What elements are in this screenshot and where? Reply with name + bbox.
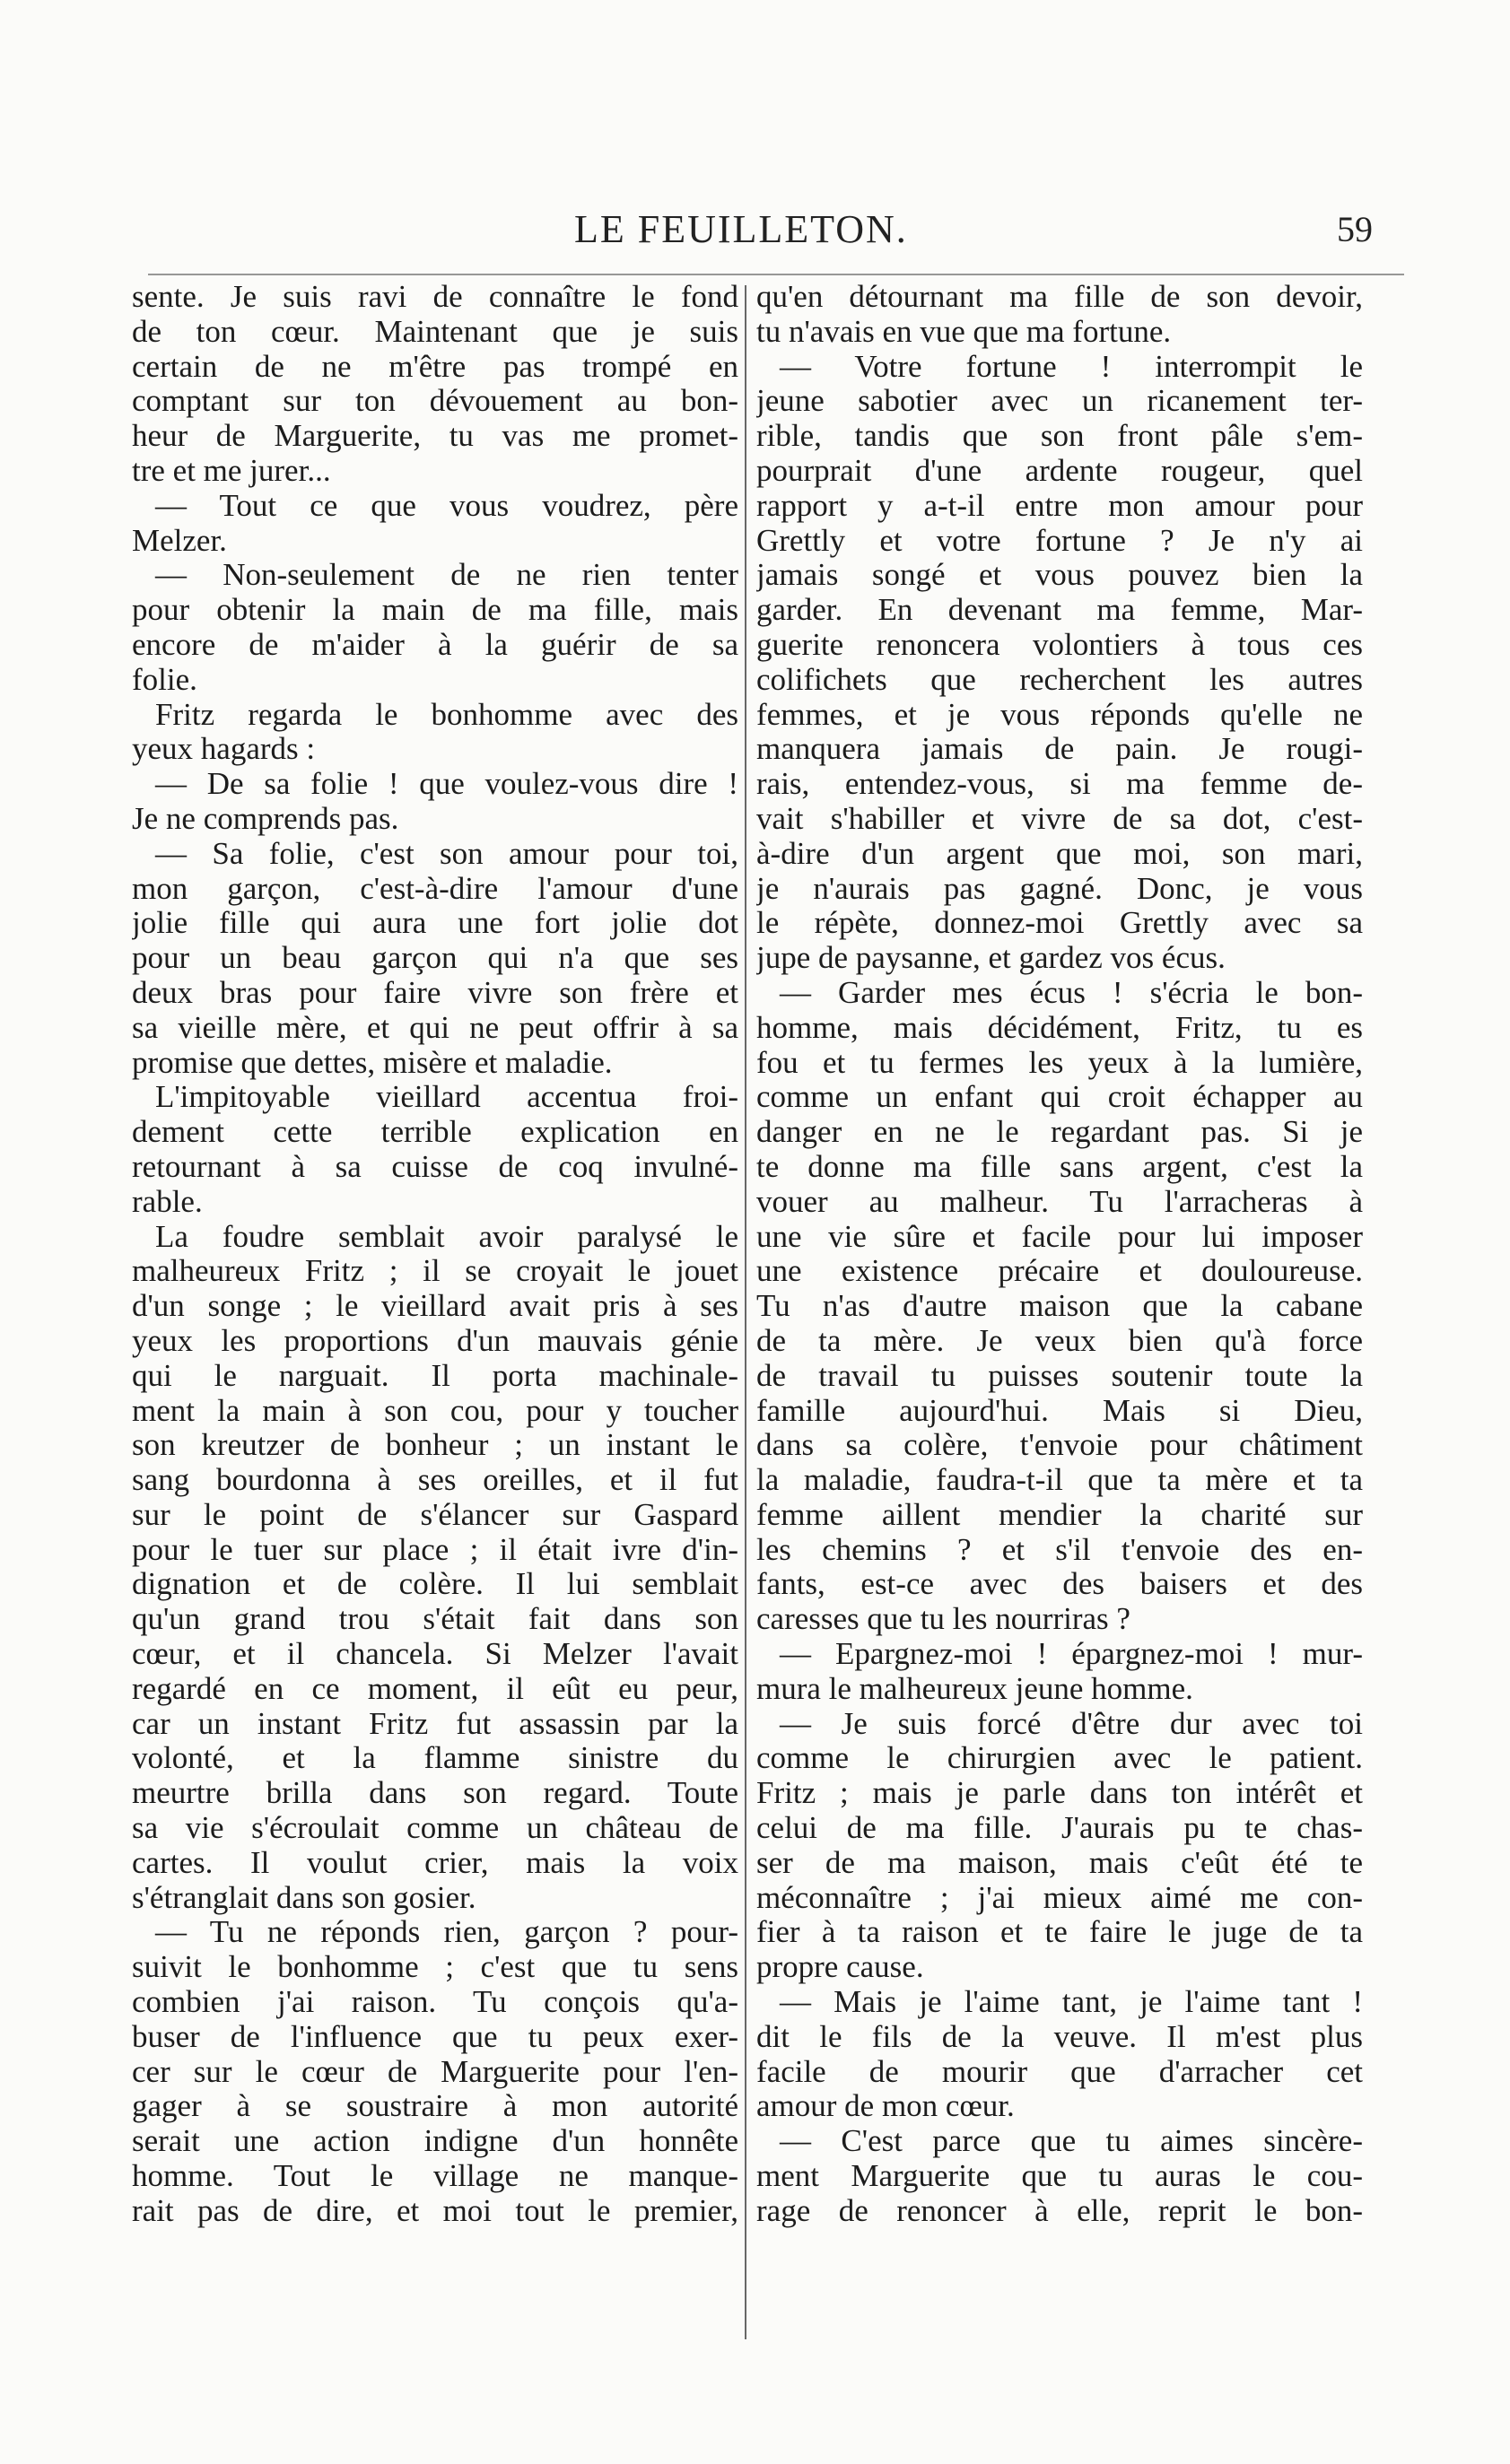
text-line: une vie sûre et facile pour lui imposer — [756, 1219, 1363, 1254]
text-line: malheureux Fritz ; il se croyait le jouet — [132, 1254, 738, 1289]
text-line: qui le narguait. Il porta machinale- — [132, 1358, 738, 1393]
text-line: pour le tuer sur place ; il était ivre d'in- — [132, 1532, 738, 1567]
text-line: manquera jamais de pain. Je rougi- — [756, 732, 1363, 767]
text-line: garder. En devenant ma femme, Mar- — [756, 593, 1363, 628]
text-line: dit le fils de la veuve. Il m'est plus — [756, 2019, 1363, 2054]
text-line: s'étranglait dans son gosier. — [132, 1880, 476, 1915]
text-line: mon garçon, c'est-à-dire l'amour d'une — [132, 871, 738, 906]
text-line: amour de mon cœur. — [756, 2089, 1015, 2124]
text-line: heur de Marguerite, tu vas me promet- — [132, 419, 738, 454]
text-line: rable. — [132, 1184, 203, 1219]
text-line: colifichets que recherchent les autres — [756, 662, 1363, 697]
text-line: pour un beau garçon qui n'a que ses — [132, 941, 738, 976]
text-line: facile de mourir que d'arracher cet — [756, 2054, 1363, 2089]
text-line: je n'aurais pas gagné. Donc, je vous — [756, 871, 1363, 906]
text-line: — Epargnez-moi ! épargnez-moi ! mur- — [780, 1637, 1363, 1672]
text-line: combien j'ai raison. Tu conçois qu'a- — [132, 1985, 738, 2020]
text-line: Je ne comprends pas. — [132, 801, 399, 836]
text-line: — Tout ce que vous voudrez, père — [155, 488, 738, 523]
text-line: encore de m'aider à la guérir de sa — [132, 627, 738, 662]
text-line: famille aujourd'hui. Mais si Dieu, — [756, 1393, 1363, 1428]
text-line: de travail tu puisses soutenir toute la — [756, 1358, 1363, 1393]
text-line: L'impitoyable vieillard accentua froi- — [155, 1080, 738, 1115]
text-line: qu'un grand trou s'était fait dans son — [132, 1602, 738, 1637]
text-line: Fritz regarda le bonhomme avec des — [155, 697, 738, 732]
text-line: méconnaître ; j'ai mieux aimé me con- — [756, 1880, 1363, 1915]
text-line: — Mais je l'aime tant, je l'aime tant ! — [780, 1985, 1363, 2020]
text-line: homme, mais décidément, Fritz, tu es — [756, 1010, 1363, 1045]
text-line: rait pas de dire, et moi tout le premier, — [132, 2193, 738, 2228]
text-line: deux bras pour faire vivre son frère et — [132, 975, 738, 1010]
text-line: la maladie, faudra-t-il que ta mère et ta — [756, 1463, 1363, 1498]
text-line: caresses que tu les nourriras ? — [756, 1602, 1130, 1637]
text-line: jamais songé et vous pouvez bien la — [756, 558, 1363, 593]
text-line: car un instant Fritz fut assassin par la — [132, 1706, 738, 1741]
text-line: sente. Je suis ravi de connaître le fond — [132, 280, 738, 314]
text-line: retournant à sa cuisse de coq invulné- — [132, 1149, 738, 1184]
text-line: — Tu ne réponds rien, garçon ? pour- — [155, 1915, 738, 1950]
text-line: yeux hagards : — [132, 732, 316, 767]
text-line: tu n'avais en vue que ma fortune. — [756, 314, 1172, 349]
text-line: serait une action indigne d'un honnête — [132, 2124, 738, 2159]
text-line: — Je suis forcé d'être dur avec toi — [780, 1706, 1363, 1741]
text-line: femmes, et je vous réponds qu'elle ne — [756, 697, 1363, 732]
text-line: comptant sur ton dévouement au bon- — [132, 384, 738, 419]
text-column-left — [132, 280, 738, 2379]
text-line: Grettly et votre fortune ? Je n'y ai — [756, 523, 1363, 558]
text-line: rais, entendez-vous, si ma femme de- — [756, 767, 1363, 802]
text-line: rible, tandis que son front pâle s'em- — [756, 419, 1363, 454]
text-line: comme un enfant qui croit échapper au — [756, 1080, 1363, 1115]
text-line: dignation et de colère. Il lui semblait — [132, 1567, 738, 1602]
text-line: — Non-seulement de ne rien tenter — [155, 558, 738, 593]
text-line: fou et tu fermes les yeux à la lumière, — [756, 1045, 1363, 1080]
text-line: comme le chirurgien avec le patient. — [756, 1741, 1363, 1776]
text-line: ment Marguerite que tu auras le cou- — [756, 2159, 1363, 2194]
text-line: cartes. Il voulut crier, mais la voix — [132, 1845, 738, 1880]
text-line: jolie fille qui aura une fort jolie dot — [132, 906, 738, 941]
text-line: femme aillent mendier la charité sur — [756, 1497, 1363, 1532]
page-header — [0, 206, 1510, 269]
text-line: certain de ne m'être pas trompé en — [132, 349, 738, 384]
text-line: Fritz ; mais je parle dans ton intérêt et — [756, 1776, 1363, 1811]
text-line: Tu n'as d'autre maison que la cabane — [756, 1289, 1363, 1324]
text-line: pour obtenir la main de ma fille, mais — [132, 593, 738, 628]
text-line: ment la main à son cou, pour y toucher — [132, 1393, 738, 1428]
header-rule — [148, 274, 1404, 275]
text-line: mura le malheureux jeune homme. — [756, 1671, 1193, 1706]
text-line: guerite renoncera volontiers à tous ces — [756, 627, 1363, 662]
text-line: — Votre fortune ! interrompit le — [780, 349, 1363, 384]
text-line: jeune sabotier avec un ricanement ter- — [756, 384, 1363, 419]
text-line: te donne ma fille sans argent, c'est la — [756, 1149, 1363, 1184]
text-line: homme. Tout le village ne manque- — [132, 2159, 738, 2194]
text-line: buser de l'influence que tu peux exer- — [132, 2019, 738, 2054]
text-line: tre et me jurer... — [132, 453, 331, 488]
text-line: folie. — [132, 662, 197, 697]
text-line: dans sa colère, t'envoie pour châtiment — [756, 1428, 1363, 1463]
text-line: propre cause. — [756, 1950, 924, 1985]
text-line: qu'en détournant ma fille de son devoir, — [756, 280, 1363, 314]
text-line: celui de ma fille. J'aurais pu te chas- — [756, 1811, 1363, 1846]
running-title: LE FEUILLETON. — [574, 207, 908, 251]
text-line: fier à ta raison et te faire le juge de ta — [756, 1915, 1363, 1950]
text-line: les chemins ? et s'il t'envoie des en- — [756, 1532, 1363, 1567]
text-line: La foudre semblait avoir paralysé le — [155, 1219, 738, 1254]
text-line: — Sa folie, c'est son amour pour toi, — [155, 836, 738, 871]
text-line: vait s'habiller et vivre de sa dot, c'est- — [756, 801, 1363, 836]
text-column-right — [756, 280, 1363, 2379]
text-line: regardé en ce moment, il eût eu peur, — [132, 1671, 738, 1706]
text-line: rapport y a-t-il entre mon amour pour — [756, 488, 1363, 523]
text-line: son kreutzer de bonheur ; un instant le — [132, 1428, 738, 1463]
text-line: danger en ne le regardant pas. Si je — [756, 1115, 1363, 1150]
page-number: 59 — [1337, 209, 1373, 249]
text-line: jupe de paysanne, et gardez vos écus. — [756, 941, 1226, 976]
text-line: gager à se soustraire à mon autorité — [132, 2089, 738, 2124]
text-line: fants, est-ce avec des baisers et des — [756, 1567, 1363, 1602]
text-line: Melzer. — [132, 523, 227, 558]
text-line: ser de ma maison, mais c'eût été te — [756, 1845, 1363, 1880]
text-line: meurtre brilla dans son regard. Toute — [132, 1776, 738, 1811]
text-line: rage de renoncer à elle, reprit le bon- — [756, 2193, 1363, 2228]
text-line: sa vieille mère, et qui ne peut offrir à sa — [132, 1010, 738, 1045]
text-line: d'un songe ; le vieillard avait pris à ses — [132, 1289, 738, 1324]
text-line: — De sa folie ! que voulez-vous dire ! — [155, 767, 738, 802]
text-line: une existence précaire et douloureuse. — [756, 1254, 1363, 1289]
text-line: volonté, et la flamme sinistre du — [132, 1741, 738, 1776]
text-line: sang bourdonna à ses oreilles, et il fut — [132, 1463, 738, 1498]
text-line: vouer au malheur. Tu l'arracheras à — [756, 1184, 1363, 1219]
text-line: de ta mère. Je veux bien qu'à force — [756, 1323, 1363, 1358]
text-line: sa vie s'écroulait comme un château de — [132, 1811, 738, 1846]
text-line: pourprait d'une ardente rougeur, quel — [756, 453, 1363, 488]
text-line: de ton cœur. Maintenant que je suis — [132, 314, 738, 349]
text-line: — C'est parce que tu aimes sincère- — [780, 2124, 1363, 2159]
text-line: dement cette terrible explication en — [132, 1115, 738, 1150]
text-line: yeux les proportions d'un mauvais génie — [132, 1323, 738, 1358]
text-line: sur le point de s'élancer sur Gaspard — [132, 1497, 738, 1532]
text-line: cer sur le cœur de Marguerite pour l'en- — [132, 2054, 738, 2089]
text-line: — Garder mes écus ! s'écria le bon- — [780, 975, 1363, 1010]
text-line: promise que dettes, misère et maladie. — [132, 1045, 613, 1080]
text-line: le répète, donnez-moi Grettly avec sa — [756, 906, 1363, 941]
text-line: à-dire d'un argent que moi, son mari, — [756, 836, 1363, 871]
column-divider — [745, 285, 746, 2339]
text-line: cœur, et il chancela. Si Melzer l'avait — [132, 1637, 738, 1672]
text-line: suivit le bonhomme ; c'est que tu sens — [132, 1950, 738, 1985]
